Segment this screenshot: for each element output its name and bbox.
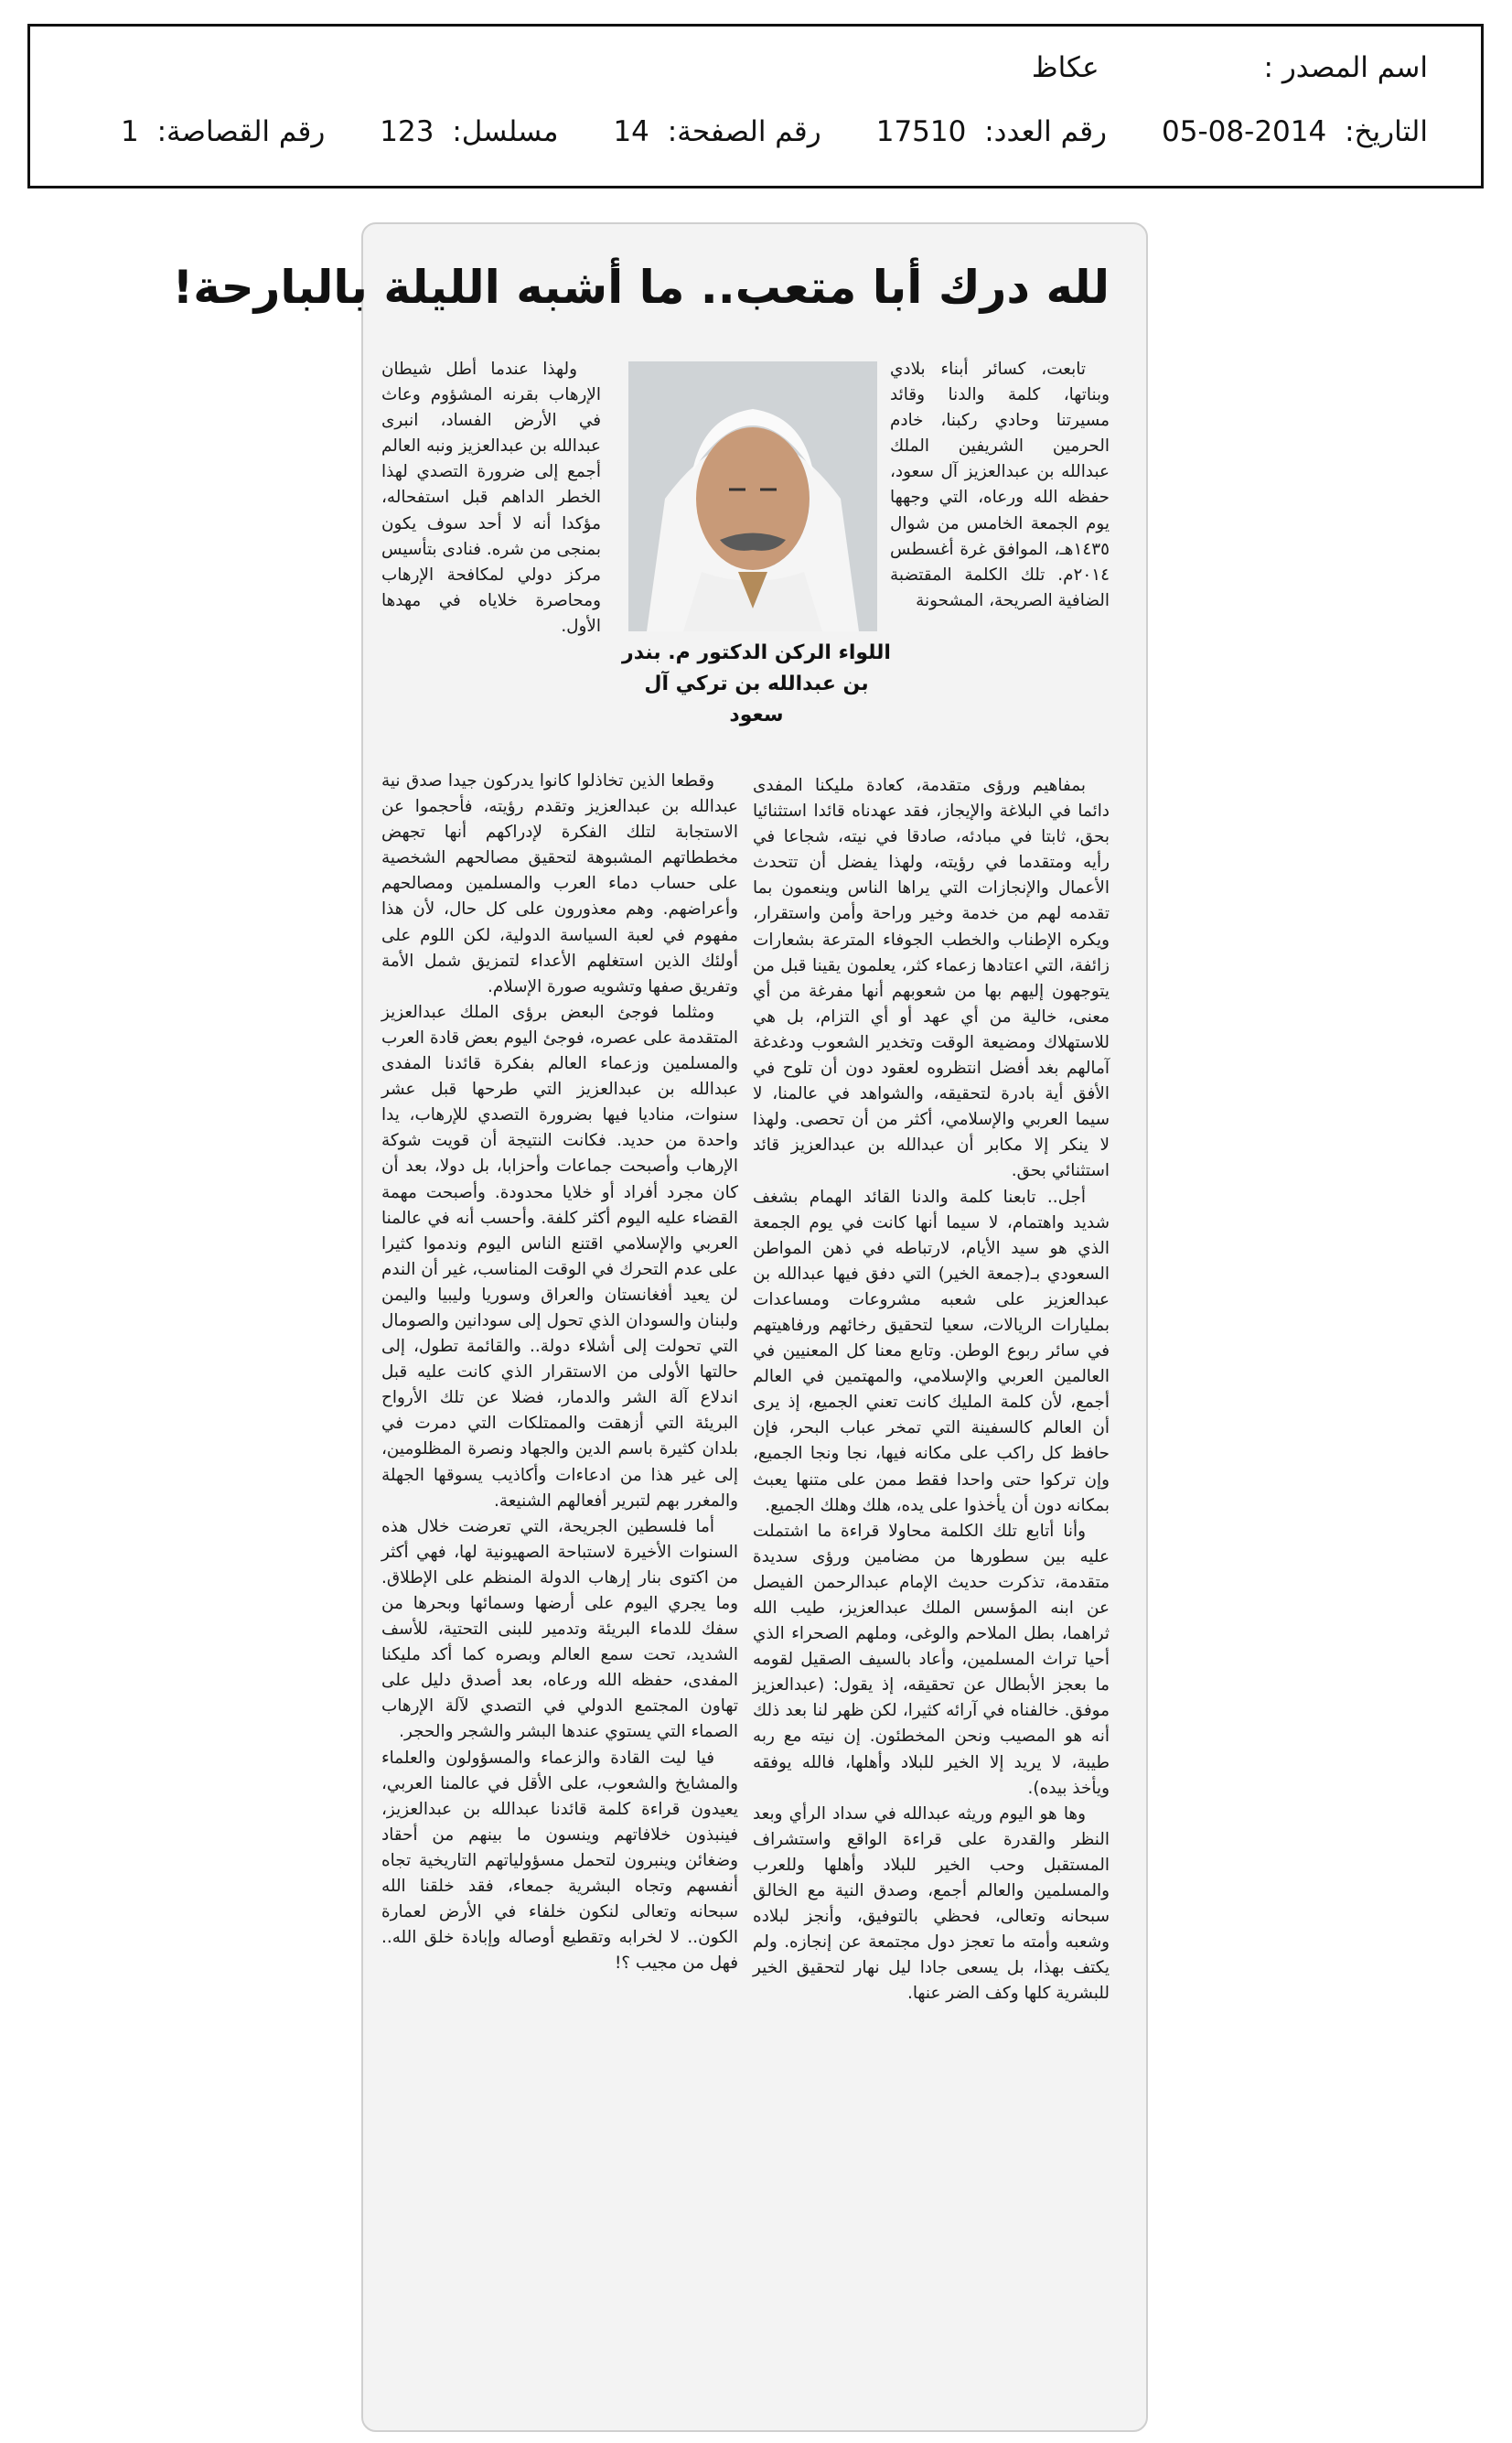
issue-label: رقم العدد:	[984, 115, 1108, 148]
source-label: اسم المصدر :	[1263, 51, 1428, 84]
date-label: التاريخ:	[1345, 115, 1428, 148]
metadata-row-details	[66, 115, 1428, 148]
date-value: 2014-08-05	[1162, 115, 1327, 148]
page-value: 14	[613, 115, 649, 148]
article-paragraph: ولهذا عندما أطل شيطان الإرهاب بقرنه المشؤوم وعاث في الأرض الفساد، انبرى عبدالله بن عبدالعزيز ونبه العالم أجمع إلى ضرورة التصدي لهذا الخطر الداهم قبل استفحاله، مؤكدا أنه لا أحد سوف يكون بمنجى من شره. فنادى بتأسيس مركز دولي لمكافحة الإرهاب ومحاصرة خلاياه في مهدها الأول.	[381, 360, 601, 636]
article-paragraph: وأنا أتابع تلك الكلمة محاولا قراءة ما اشتملت عليه بين سطورها من مضامين ورؤى سديدة متقدمة، تذكرت حديث الإمام عبدالرحمن الفيصل عن ابنه المؤسس الملك عبدالعزيز، طيب الله ثراهما، بطل الملاحم والوغى، وملهم الصحراء الذي أحيا تراث المسلمين، وأعاد بالسيف الصقيل لقومه ما بعجز الأبطال عن تحقيقه، إذ يقول: (عبدالعزيز موفق. خالفناه في آرائه كثيرا، لكن ظهر لنا بعد ذلك أنه هو المصيب ونحن المخطئون. إن نيته مع ربه طيبة، لا يريد إلا الخير للبلاد وأهلها، فالله يوفقه ويأخذ بيده).	[753, 1521, 1110, 1798]
article-paragraph: فيا ليت القادة والزعماء والمسؤولون والعلماء والمشايخ والشعوب، على الأقل في عالمنا العربي، يعيدون قراءة كلمة قائدنا عبدالله بن عبدالعزيز، فينبذون خلافاتهم وينسون ما بينهم من أحقاد وضغائن وينبرون لتحمل مسؤولياتهم التاريخية تجاه أنفسهم وتجاه البشرية جمعاء، فقد خلقنا الله سبحانه وتعالى لنكون خلفاء في الأرض لعمارة الكون.. لا لخرابه وتقطيع أوصاله وإبادة خلق الله.. فهل من مجيب ؟!	[381, 1748, 738, 1974]
metadata-box	[27, 24, 1484, 188]
clip-number-field	[120, 115, 326, 148]
clip-number-label: رقم القصاصة:	[156, 115, 326, 148]
article-paragraph: ومثلما فوجئ البعض برؤى الملك عبدالعزيز المتقدمة على عصره، فوجئ اليوم بعض قادة العرب والمسلمين وزعماء العالم بفكرة قائدنا المفدى عبدالله بن عبدالعزيز التي طرحها قبل عشر سنوات، مناديا فيها بضرورة التصدي للإرهاب، يدا واحدة من حديد. فكانت النتيجة أن قويت شوكة الإرهاب وأصبحت جماعات وأحزابا، بل دولا، بعد أن كان مجرد أفراد أو خلايا محدودة. وأصبحت مهمة القضاء عليه اليوم أكثر كلفة. وأحسب أنه في عالمنا العربي والإسلامي اقتنع الناس اليوم وندموا كثيرا على عدم التحرك في الوقت المناسب، غير أن الندم لن يعيد أفغانستان والعراق وسوريا وليبيا واليمن ولبنان والسودان الذي تحول إلى سودانين والصومال التي تحولت إلى أشلاء دولة.. والقائمة تطول، إلى حالتها الأولى من الاستقرار الذي كانت عليه قبل اندلاع آلة الشر والدمار، فضلا عن تلك الأرواح البريئة التي أزهقت والممتلكات التي دمرت في بلدان كثيرة باسم الدين والجهاد ونصرة المظلومين، إلى غير هذا من ادعاءات وأكاذيب يسوقها الجهلة والمغرر بهم لتبرير أفعالهم الشنيعة.	[381, 1002, 738, 1511]
article-column-left-top	[381, 357, 601, 759]
clip-number-value: 1	[120, 115, 139, 148]
issue-value: 17510	[875, 115, 967, 148]
author-portrait-image	[628, 361, 877, 631]
article-paragraph: وقطعا الذين تخاذلوا كانوا يدركون جيدا صدق نية عبدالله بن عبدالعزيز وتقدم رؤيته، فأحجموا عن الاستجابة لتلك الفكرة لإدراكهم أنها تجهض مخططاتهم المشبوهة لتحقيق مصالحهم الشخصية على حساب دماء العرب والمسلمين ومصالحهم وأعراضهم. وهم معذورون على كل حال، لأن هذا مفهوم في لعبة السياسة الدولية، لكن اللوم على أولئك الذين استغلهم الأعداء لتمزيق شمل الأمة وتفريق صفها وتشويه صورة الإسلام.	[381, 771, 738, 996]
source-field	[1031, 51, 1428, 84]
author-caption	[619, 638, 894, 731]
author-caption-line2: بن عبدالله بن تركي آل سعود	[644, 673, 869, 726]
author-photo	[628, 361, 877, 631]
article-column-right	[753, 773, 1110, 2384]
article-paragraph: أجل.. تابعنا كلمة والدنا القائد الهمام بشغف شديد واهتمام، لا سيما أنها كانت في يوم الجمعة الذي هو سيد الأيام، لارتباطه في ذهن المواطن السعودي بـ(جمعة الخير) التي دفق فيها عبدالله بن عبدالعزيز على شعبه مشروعات ومساعدات بمليارات الريالات، سعيا لتحقيق رخائهم ورفاهيتهم في سائر ربوع الوطن. وتابع معنا كل المعنيين في العالمين العربي والإسلامي، والمهتمين في العالم أجمع، لأن كلمة المليك كانت تعني الجميع، إذ يرى أن العالم كالسفينة التي تمخر عباب البحر، فإن حافظ كل راكب على مكانه فيها، نجا ونجا الجميع، وإن تركوا حتى واحدا فقط ممن على متنها يعبث بمكانه دون أن يأخذوا على يده، هلك وهلك الجميع.	[753, 1187, 1110, 1515]
metadata-row-source	[977, 51, 1428, 84]
issue-field	[875, 115, 1108, 148]
date-field	[1162, 115, 1428, 148]
serial-field	[380, 115, 559, 148]
page-field	[613, 115, 821, 148]
article-paragraph: أما فلسطين الجريحة، التي تعرضت خلال هذه السنوات الأخيرة لاستباحة الصهيونية لها، فهي أكثر من اكتوى بنار إرهاب الدولة المنظم على الإطلاق. وما يجري اليوم على أرضها وسمائها وبحرها من سفك للدماء البريئة وتدمير للبنى التحتية، للأسف الشديد، تحت سمع العالم وبصره كما أكد مليكنا المفدى، حفظه الله ورعاه، بعد أصدق دليل على تهاون المجتمع الدولي في التصدي لآلة الإرهاب الصماء التي يستوي عندها البشر والشجر والحجر.	[381, 1516, 738, 1742]
article-paragraph: وها هو اليوم وريثه عبدالله في سداد الرأي وبعد النظر والقدرة على قراءة الواقع واستشراف المستقبل وحب الخير للبلاد وأهلها وللعرب والمسلمين والعالم أجمع، وصدق النية مع الخالق سبحانه وتعالى، فحظي بالتوفيق، وأنجز لبلاده وشعبه وأمته ما تعجز دول مجتمعة عن إنجازه. ولم يكتف بهذا، بل يسعى جادا ليل نهار لتحقيق الخير للبشرية كلها وكف الضر عنها.	[753, 1803, 1110, 2004]
article-headline: لله درك أبا متعب.. ما أشبه الليلة بالبارحة!	[172, 261, 1110, 314]
article-column-left	[381, 769, 738, 2384]
serial-value: 123	[380, 115, 434, 148]
source-value: عكاظ	[1031, 51, 1099, 84]
serial-label: مسلسل:	[452, 115, 559, 148]
newspaper-clipping	[172, 222, 1148, 2432]
article-paragraph: تابعت، كسائر أبناء بلادي وبناتها، كلمة والدنا وقائد مسيرتنا وحادي ركبنا، خادم الحرمين الشريفين الملك عبدالله بن عبدالعزيز آل سعود، حفظه الله ورعاه، التي وجهها يوم الجمعة الخامس من شوال ١٤٣٥هـ، الموافق غرة أغسطس ٢٠١٤م. تلك الكلمة المقتضبة الضافية الصريحة، المشحونة	[890, 360, 1110, 610]
author-caption-line1: اللواء الركن الدكتور م. بندر	[622, 641, 891, 664]
article-paragraph: بمفاهيم ورؤى متقدمة، كعادة مليكنا المفدى دائما في البلاغة والإيجاز، فقد عهدناه قائدا استثنائيا بحق، ثابتا في مبادئه، صادقا في نيته، شجاعا في رأيه ومتقدما في رؤيته، ولهذا يفضل أن تتحدث الأعمال والإنجازات التي يراها الناس وينعمون بما تقدمه لهم من خدمة وخير وراحة وأمن واستقرار، ويكره الإطناب والخطب الجوفاء المترعة بشعارات زائفة، التي اعتادها زعماء كثر، يعلمون يقينا قبل من يتوجهون إليهم بها من شعوبهم أنها مفرغة من أي معنى، خالية من أي عهد أو أي التزام، بل هي للاستهلاك ومضيعة الوقت وتخدير الشعوب ودغدغة آمالهم بغد أفضل انتظروه لعقود دون أن تلوح في الأفق أية بادرة لتحقيقه، والشواهد في عالمنا، لا سيما العربي والإسلامي، أكثر من أن تحصى. ولهذا لا ينكر إلا مكابر أن عبدالله بن عبدالعزيز قائد استثنائي بحق.	[753, 776, 1110, 1181]
page-label: رقم الصفحة:	[667, 115, 821, 148]
